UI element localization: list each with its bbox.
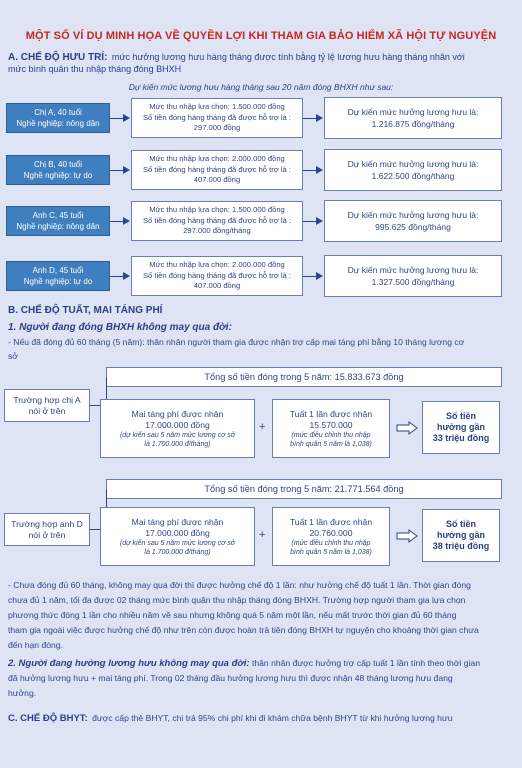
result-value: 995.625 đồng/tháng: [375, 222, 451, 232]
arrow-right-icon: [316, 272, 323, 280]
section-b-heading: B. CHẾ ĐỘ TUẤT, MAI TÁNG PHÍ: [8, 305, 163, 316]
result-label: Dự kiến mức hưởng lương hưu là:: [347, 210, 479, 220]
burial-note-1: (dự kiến sau 5 năm mức lương cơ sở: [119, 431, 236, 439]
contribution-box-anh-c: [131, 201, 303, 241]
benefit-line-1: Số tiền: [445, 519, 476, 529]
contribution-box-chi-a: [131, 98, 303, 138]
section-b-sub-1-text-2: sở: [8, 351, 18, 361]
case-label-line-2: nói ở trên: [28, 529, 66, 540]
paragraph-line: tham gia ngoài việc được hưởng chế độ như trên còn được hoàn trả tiền đóng BHXH tự nguyện cho khoảng thời gian chưa: [8, 625, 479, 635]
arrow-right-icon: [123, 114, 130, 122]
monthly-payment-label: Số tiền đóng hàng tháng đã được hỗ trợ là :: [142, 270, 292, 280]
burial-label: Mai táng phí được nhận: [131, 516, 224, 527]
monthly-payment-value: 297.000 đồng: [193, 123, 241, 133]
result-value: 1.216.875 đồng/tháng: [371, 119, 455, 129]
income-choice: Mức thu nhập lựa chọn: 1.500.000 đồng: [149, 205, 285, 215]
burial-value: 17.000.000 đồng: [145, 527, 210, 538]
pension-result-anh-d: [324, 255, 502, 297]
burial-value: 17.000.000 đồng: [145, 419, 210, 430]
benefit-line-2: hưởng gần: [437, 422, 485, 432]
person-box-chi-b: [6, 155, 110, 185]
section-b-paragraph: [8, 578, 518, 653]
section-a-text-1: mức hưởng lương hưu hàng tháng được tính bằng tỷ lệ lương hưu hàng tháng nhân với: [111, 52, 465, 62]
person-name: Anh C, 45 tuổi: [32, 211, 84, 220]
contribution-box-chi-b: [131, 150, 303, 190]
paragraph-line: đến hạn đóng.: [8, 640, 63, 650]
benefit-line-2: hưởng gần: [437, 530, 485, 540]
section-c-text: được cấp thẻ BHYT, chi trả 95% chi phí khi đi khám chữa bệnh BHYT từ khi hưởng lương hưu: [92, 713, 453, 723]
pension-result-chi-b: [324, 149, 502, 191]
person-box-anh-d: [6, 261, 110, 291]
burial-note-1: (dự kiến sau 5 năm mức lương cơ sở: [119, 539, 236, 547]
case-label-line-1: Trường hợp anh D: [11, 518, 83, 529]
section-b-sub-2: [8, 656, 518, 701]
sub-2-text-1: thân nhân được hưởng trợ cấp tuất 1 lần tính theo thời gian: [251, 658, 480, 668]
section-c: [8, 708, 518, 726]
paragraph-line: chưa đủ 1 năm, tối đa được 02 tháng mức bình quân thu nhập tháng đóng BHXH. Trường hợp người tham gia lựa chọn: [8, 595, 466, 605]
burial-allowance-box-chi-a: [100, 399, 255, 458]
section-b-sub-1-text-1: - Nếu đã đóng đủ 60 tháng (5 năm): thân nhân người tham gia được nhận trợ cấp mai táng phí bằng 10 tháng lương cơ: [8, 337, 465, 347]
plus-sign: +: [259, 529, 266, 541]
section-c-heading: C. CHẾ ĐỘ BHYT:: [8, 713, 88, 724]
survivor-allowance-box-chi-a: [272, 399, 390, 458]
page-title: MỘT SỐ VÍ DỤ MINH HỌA VỀ QUYỀN LỢI KHI THAM GIA BẢO HIỂM XÃ HỘI TỰ NGUYỆN: [25, 30, 497, 42]
monthly-payment-value: 297.000 đồng/tháng: [183, 226, 251, 236]
section-a-note: Dự kiến mức lương hưu hàng tháng sau 20 năm đóng BHXH như sau:: [128, 82, 394, 92]
survivor-label: Tuất 1 lần được nhận: [289, 516, 373, 527]
survivor-allowance-box-anh-d: [272, 507, 390, 566]
case-label-chi-a: [4, 389, 90, 422]
monthly-payment-label: Số tiền đóng hàng tháng đã được hỗ trợ là :: [142, 215, 292, 225]
pension-result-anh-c: [324, 200, 502, 242]
total-benefit-anh-d: [422, 509, 500, 562]
result-value: 1.622.500 đồng/tháng: [371, 171, 455, 181]
survivor-value: 15.570.000: [309, 419, 353, 430]
arrow-right-icon: [396, 421, 418, 435]
arrow-right-icon: [316, 114, 323, 122]
section-a-text-2: mức bình quân thu nhập tháng đóng BHXH: [8, 64, 182, 74]
survivor-label: Tuất 1 lần được nhận: [289, 408, 373, 419]
person-name: Anh D, 45 tuổi: [32, 266, 84, 275]
arrow-right-icon: [316, 166, 323, 174]
contribution-box-anh-d: [131, 256, 303, 296]
total-benefit-chi-a: [422, 401, 500, 454]
benefit-line-1: Số tiền: [445, 411, 476, 421]
person-box-chi-a: [6, 103, 110, 133]
case-label-line-2: nói ở trên: [28, 405, 66, 416]
arrow-right-icon: [123, 272, 130, 280]
section-a-intro: [8, 49, 516, 64]
pension-result-chi-a: [324, 97, 502, 139]
survivor-note-2: bình quân 5 năm là 1,038): [290, 548, 372, 556]
person-job: Nghề nghiệp: tự do: [23, 171, 93, 180]
survivor-note-2: bình quân 5 năm là 1,038): [290, 440, 372, 448]
benefit-line-3: 38 triệu đồng: [432, 541, 490, 551]
person-job: Nghề nghiệp: nông dân: [16, 119, 100, 128]
person-name: Chị A, 40 tuổi: [34, 108, 82, 117]
monthly-payment-value: 407.000 đồng: [193, 281, 241, 291]
section-b-sub-1: 1. Người đang đóng BHXH không may qua đời:: [8, 322, 232, 333]
total-contribution-anh-d: Tổng số tiền đóng trong 5 năm: 21.771.564 đồng: [106, 479, 502, 499]
survivor-note-1: (mức điều chỉnh thu nhập: [291, 539, 371, 547]
case-label-line-1: Trường hợp chị A: [13, 394, 81, 405]
sub-2-text-2: đã hưởng lương hưu + mai táng phí. Trong 02 tháng đầu hưởng lương hưu thì được nhận 48 tháng lương hưu đang: [8, 673, 453, 683]
income-choice: Mức thu nhập lựa chọn: 1.500.000 đồng: [149, 102, 285, 112]
arrow-right-icon: [316, 217, 323, 225]
arrow-right-icon: [123, 166, 130, 174]
section-a-heading: A. CHẾ ĐỘ HƯU TRÍ:: [8, 52, 108, 63]
person-job: Nghề nghiệp: tự do: [23, 277, 93, 286]
paragraph-line: - Chưa đóng đủ 60 tháng, không may qua đời thì được hưởng chế độ 1 lần: như hưởng chế độ tuất 1 lần. Thời gian đóng: [8, 580, 471, 590]
survivor-value: 20.760.000: [309, 527, 353, 538]
income-choice: Mức thu nhập lựa chọn: 2.000.000 đồng: [149, 260, 285, 270]
person-job: Nghề nghiệp: nông dân: [16, 222, 100, 231]
burial-allowance-box-anh-d: [100, 507, 255, 566]
burial-label: Mai táng phí được nhận: [131, 408, 224, 419]
income-choice: Mức thu nhập lựa chọn: 2.000.000 đồng: [149, 154, 285, 164]
result-label: Dự kiến mức hưởng lương hưu là:: [347, 159, 479, 169]
result-label: Dự kiến mức hưởng lương hưu là:: [347, 265, 479, 275]
monthly-payment-label: Số tiền đóng hàng tháng đã được hỗ trợ là :: [142, 112, 292, 122]
arrow-right-icon: [123, 217, 130, 225]
benefit-line-3: 33 triệu đồng: [432, 433, 490, 443]
arrow-right-icon: [396, 529, 418, 543]
result-value: 1.327.500 đồng/tháng: [371, 277, 455, 287]
sub-2-text-3: hưởng.: [8, 688, 37, 698]
person-name: Chị B, 40 tuổi: [33, 160, 83, 169]
total-contribution-chi-a: Tổng số tiền đóng trong 5 năm: 15.833.673 đồng: [106, 367, 502, 387]
monthly-payment-label: Số tiền đóng hàng tháng đã được hỗ trợ là :: [142, 164, 292, 174]
burial-note-2: là 1.700.000 đ/tháng): [144, 548, 211, 556]
burial-note-2: là 1.700.000 đ/tháng): [144, 440, 211, 448]
monthly-payment-value: 407.000 đồng: [193, 175, 241, 185]
section-b-sub-2-heading: 2. Người đang hưởng lương hưu không may qua đời:: [8, 658, 250, 669]
person-box-anh-c: [6, 206, 110, 236]
case-label-anh-d: [4, 513, 90, 546]
result-label: Dự kiến mức hưởng lương hưu là:: [347, 107, 479, 117]
plus-sign: +: [259, 421, 266, 433]
paragraph-line: phương thức đóng 1 lần cho nhiều năm về sau nhưng không quá 5 năm một lần, nếu mất trước thời gian đủ 60 tháng: [8, 610, 457, 620]
survivor-note-1: (mức điều chỉnh thu nhập: [291, 431, 371, 439]
